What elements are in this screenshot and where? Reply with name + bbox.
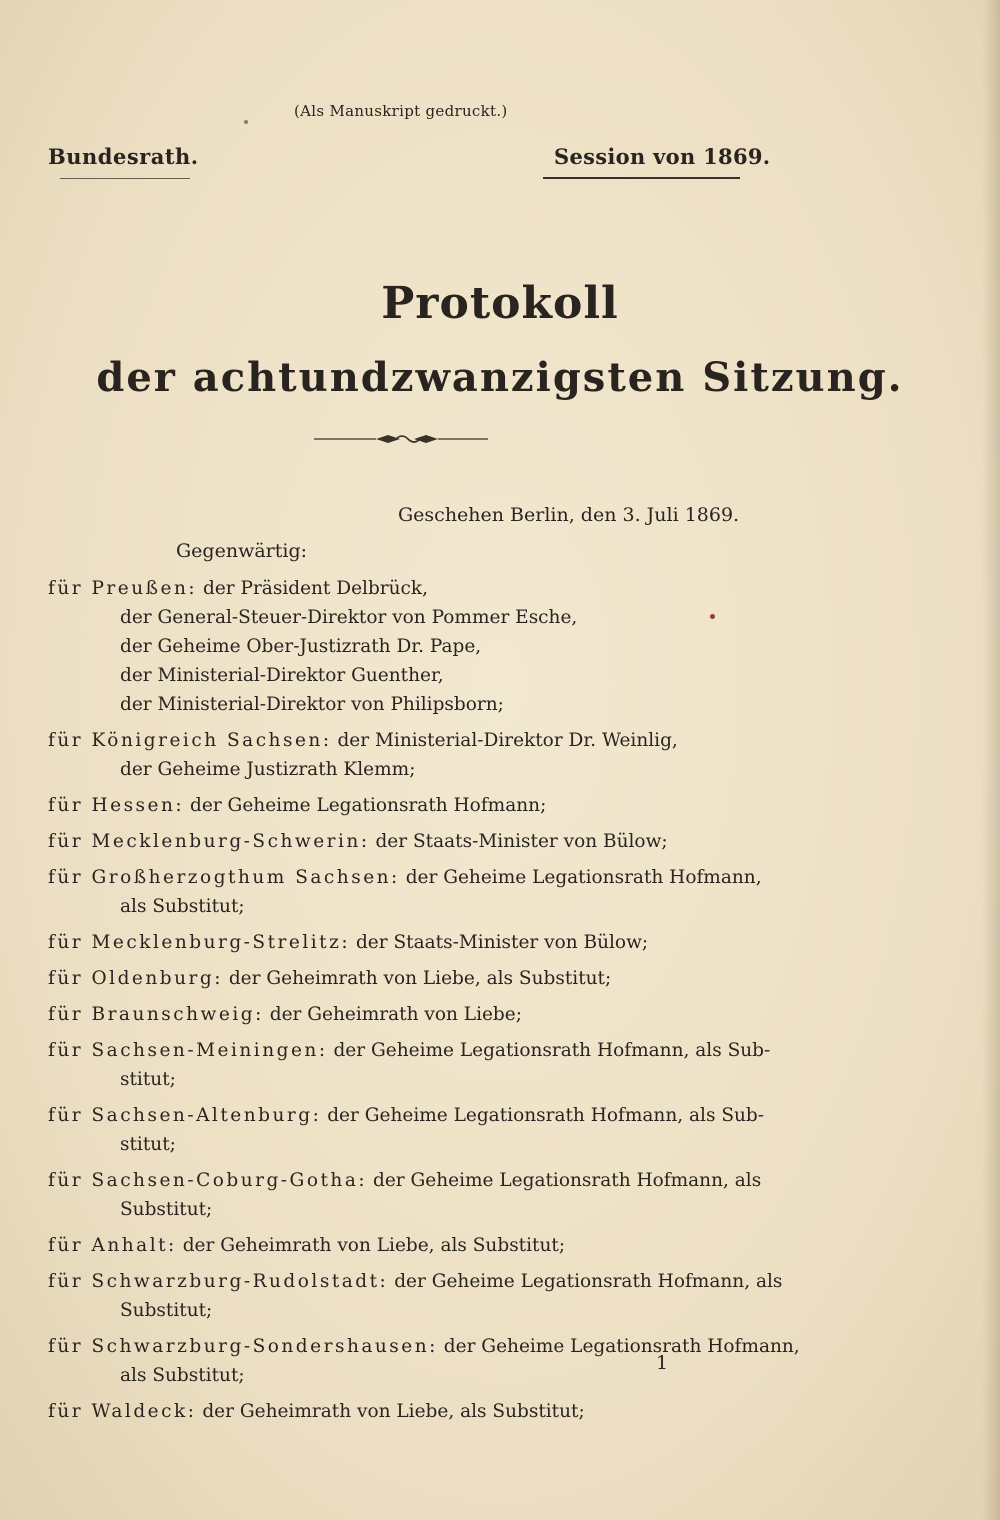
delegate-line: der Geheime Ober-Justizrath Dr. Pape, bbox=[120, 636, 482, 657]
state-name: für Königreich Sachsen: bbox=[48, 730, 332, 751]
header-bundesrath: Bundesrath. bbox=[48, 144, 199, 169]
delegate-line: der Geheimrath von Liebe, als Substitut; bbox=[228, 968, 612, 989]
delegate-line: der Ministerial-Direktor Dr. Weinlig, bbox=[337, 730, 678, 751]
delegate-line: als Substitut; bbox=[120, 896, 245, 917]
state-name: für Mecklenburg-Schwerin: bbox=[48, 831, 370, 852]
attendance-entry bbox=[48, 791, 768, 820]
state-name: für Großherzogthum Sachsen: bbox=[48, 867, 400, 888]
delegate-line: der Geheime Legationsrath Hofmann, bbox=[443, 1336, 800, 1357]
delegate-line: stitut; bbox=[120, 1069, 176, 1090]
entry-first-line bbox=[48, 1267, 783, 1296]
entry-first-line bbox=[48, 791, 768, 820]
attendance-entry bbox=[48, 1231, 768, 1260]
attendance-entry bbox=[48, 1000, 768, 1029]
entry-first-line bbox=[48, 1036, 771, 1065]
state-name: für Schwarzburg-Sondershausen: bbox=[48, 1336, 438, 1357]
state-name: für Sachsen-Meiningen: bbox=[48, 1040, 328, 1061]
page-number: 1 bbox=[656, 1352, 669, 1374]
delegate-line: der Geheimrath von Liebe, als Substitut; bbox=[182, 1235, 566, 1256]
state-name: für Preußen: bbox=[48, 578, 198, 599]
entry-first-line bbox=[48, 863, 768, 892]
delegate-line: als Substitut; bbox=[120, 1365, 245, 1386]
entry-first-line bbox=[48, 1000, 768, 1029]
delegate-line: der Geheime Legationsrath Hofmann, als bbox=[372, 1170, 762, 1191]
delegate-line: stitut; bbox=[120, 1134, 176, 1155]
paper-speck bbox=[244, 120, 248, 124]
header-right-rule bbox=[543, 177, 740, 179]
attendance-entry bbox=[48, 1267, 783, 1325]
state-name: für Braunschweig: bbox=[48, 1004, 264, 1025]
state-name: für Oldenburg: bbox=[48, 968, 223, 989]
delegate-line: der Geheimrath von Liebe, als Substitut; bbox=[202, 1401, 585, 1422]
attendance-entry bbox=[48, 863, 768, 921]
state-name: für Schwarzburg-Rudolstadt: bbox=[48, 1271, 389, 1292]
delegate-line: der General-Steuer-Direktor von Pommer Esche, bbox=[120, 607, 578, 628]
entry-first-line bbox=[48, 1397, 768, 1426]
entry-first-line bbox=[48, 827, 768, 856]
delegate-line: der Geheime Legationsrath Hofmann; bbox=[190, 795, 547, 816]
entry-first-line bbox=[48, 726, 768, 755]
title-sitzung: der achtundzwanzigsten Sitzung. bbox=[96, 354, 904, 401]
state-name: für Sachsen-Coburg-Gotha: bbox=[48, 1170, 368, 1191]
entry-first-line bbox=[48, 574, 768, 603]
title-protokoll: Protokoll bbox=[381, 278, 619, 329]
header-left-rule bbox=[60, 178, 190, 179]
entry-first-line bbox=[48, 1166, 768, 1195]
entry-first-line bbox=[48, 1101, 768, 1130]
delegate-line: der Präsident Delbrück, bbox=[202, 578, 429, 599]
delegate-line: der Geheime Legationsrath Hofmann, als Sub- bbox=[327, 1105, 765, 1126]
delegate-line: Substitut; bbox=[120, 1199, 213, 1220]
delegate-line: der Geheime Legationsrath Hofmann, als bbox=[394, 1271, 783, 1292]
header-session: Session von 1869. bbox=[554, 144, 771, 169]
delegate-line: der Geheime Legationsrath Hofmann, als Sub- bbox=[333, 1040, 771, 1061]
present-label: Gegenwärtig: bbox=[176, 540, 308, 562]
state-name: für Anhalt: bbox=[48, 1235, 177, 1256]
entry-first-line bbox=[48, 964, 768, 993]
state-name: für Mecklenburg-Strelitz: bbox=[48, 932, 351, 953]
delegate-line: der Staats-Minister von Bülow; bbox=[355, 932, 649, 953]
state-name: für Sachsen-Altenburg: bbox=[48, 1105, 322, 1126]
delegate-line: der Ministerial-Direktor Guenther, bbox=[120, 665, 444, 686]
attendance-entry bbox=[48, 1036, 771, 1094]
date-line: Geschehen Berlin, den 3. Juli 1869. bbox=[398, 504, 740, 526]
delegate-line: der Geheimrath von Liebe; bbox=[269, 1004, 522, 1025]
delegate-line: der Geheime Legationsrath Hofmann, bbox=[405, 867, 762, 888]
delegate-line: der Staats-Minister von Bülow; bbox=[375, 831, 668, 852]
attendance-list bbox=[48, 574, 800, 1433]
manuscript-note: (Als Manuskript gedruckt.) bbox=[294, 102, 508, 120]
entry-first-line bbox=[48, 1231, 768, 1260]
state-name: für Hessen: bbox=[48, 795, 185, 816]
attendance-entry bbox=[48, 726, 768, 784]
state-name: für Waldeck: bbox=[48, 1401, 197, 1422]
attendance-entry bbox=[48, 1101, 768, 1159]
paper-speck bbox=[710, 614, 715, 619]
entry-first-line bbox=[48, 928, 768, 957]
attendance-entry bbox=[48, 928, 768, 957]
page-edge-shadow bbox=[982, 0, 1000, 1520]
delegate-line: Substitut; bbox=[120, 1300, 213, 1321]
attendance-entry bbox=[48, 827, 768, 856]
delegate-line: der Geheime Justizrath Klemm; bbox=[120, 759, 416, 780]
attendance-entry bbox=[48, 574, 768, 719]
delegate-line: der Ministerial-Direktor von Philipsborn; bbox=[120, 694, 504, 715]
ornament-divider bbox=[314, 432, 488, 446]
attendance-entry bbox=[48, 1397, 768, 1426]
attendance-entry bbox=[48, 964, 768, 993]
attendance-entry bbox=[48, 1166, 768, 1224]
